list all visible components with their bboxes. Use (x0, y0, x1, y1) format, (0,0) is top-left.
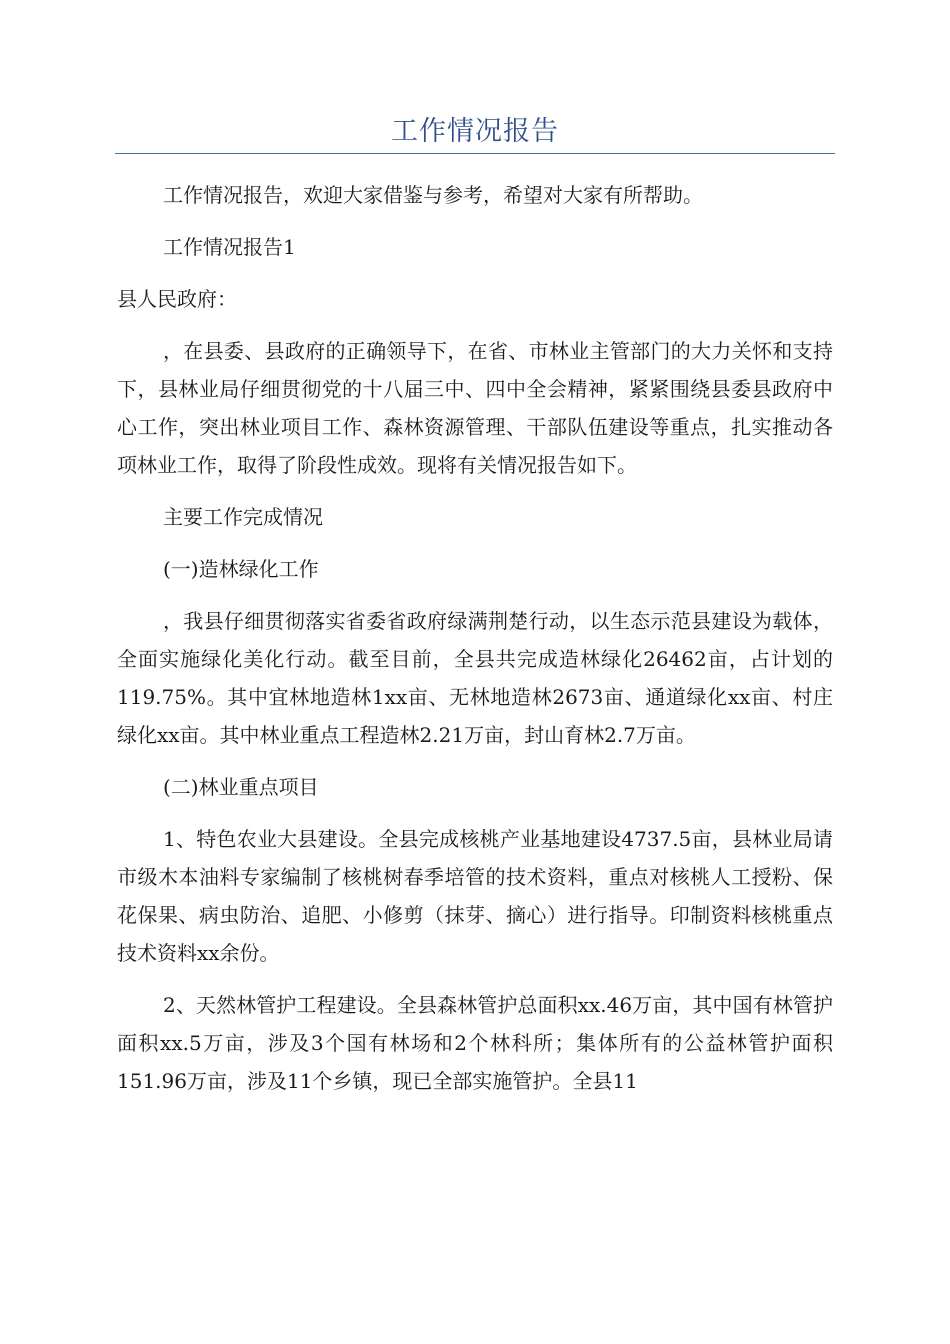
title-underline (115, 153, 835, 154)
afforestation-paragraph: ，我县仔细贯彻落实省委省政府绿满荆楚行动，以生态示范县建设为载体，全面实施绿化美化行动。截至目前，全县共完成造林绿化26462亩，占计划的119.75%。其中宜林地造林1xx亩、无林地造林2673亩、通道绿化xx亩、村庄绿化xx亩。其中林业重点工程造林2.21万亩，封山育林2.7万亩。 (117, 609, 833, 747)
subsection-heading-1: (一)造林绿化工作 (163, 557, 319, 581)
opening-paragraph: ，在县委、县政府的正确领导下，在省、市林业主管部门的大力关怀和支持下，县林业局仔细贯彻党的十八届三中、四中全会精神，紧紧围绕县委县政府中心工作，突出林业项目工作、森林资源管理、干部队伍建设等重点，扎实推动各项林业工作，取得了阶段性成效。现将有关情况报告如下。 (117, 339, 833, 477)
intro-paragraph: 工作情况报告，欢迎大家借鉴与参考，希望对大家有所帮助。 (163, 183, 703, 207)
subsection-heading-2: (二)林业重点项目 (163, 775, 319, 799)
document-body (117, 176, 833, 1114)
section-heading: 主要工作完成情况 (163, 505, 323, 529)
item-paragraph-1: 1、特色农业大县建设。全县完成核桃产业基地建设4737.5亩，县林业局请市级木本油料专家编制了核桃树春季培管的技术资料，重点对核桃人工授粉、保花保果、病虫防治、追肥、小修剪（抹芽、摘心）进行指导。印制资料核桃重点技术资料xx余份。 (117, 827, 833, 965)
report-heading: 工作情况报告1 (163, 235, 296, 259)
salutation: 县人民政府： (117, 287, 237, 311)
item-paragraph-2: 2、天然林管护工程建设。全县森林管护总面积xx.46万亩，其中国有林管护面积xx.5万亩，涉及3个国有林场和2个林科所；集体所有的公益林管护面积151.96万亩，涉及11个乡镇，现已全部实施管护。全县11 (117, 993, 833, 1093)
page-title: 工作情况报告 (391, 116, 559, 147)
